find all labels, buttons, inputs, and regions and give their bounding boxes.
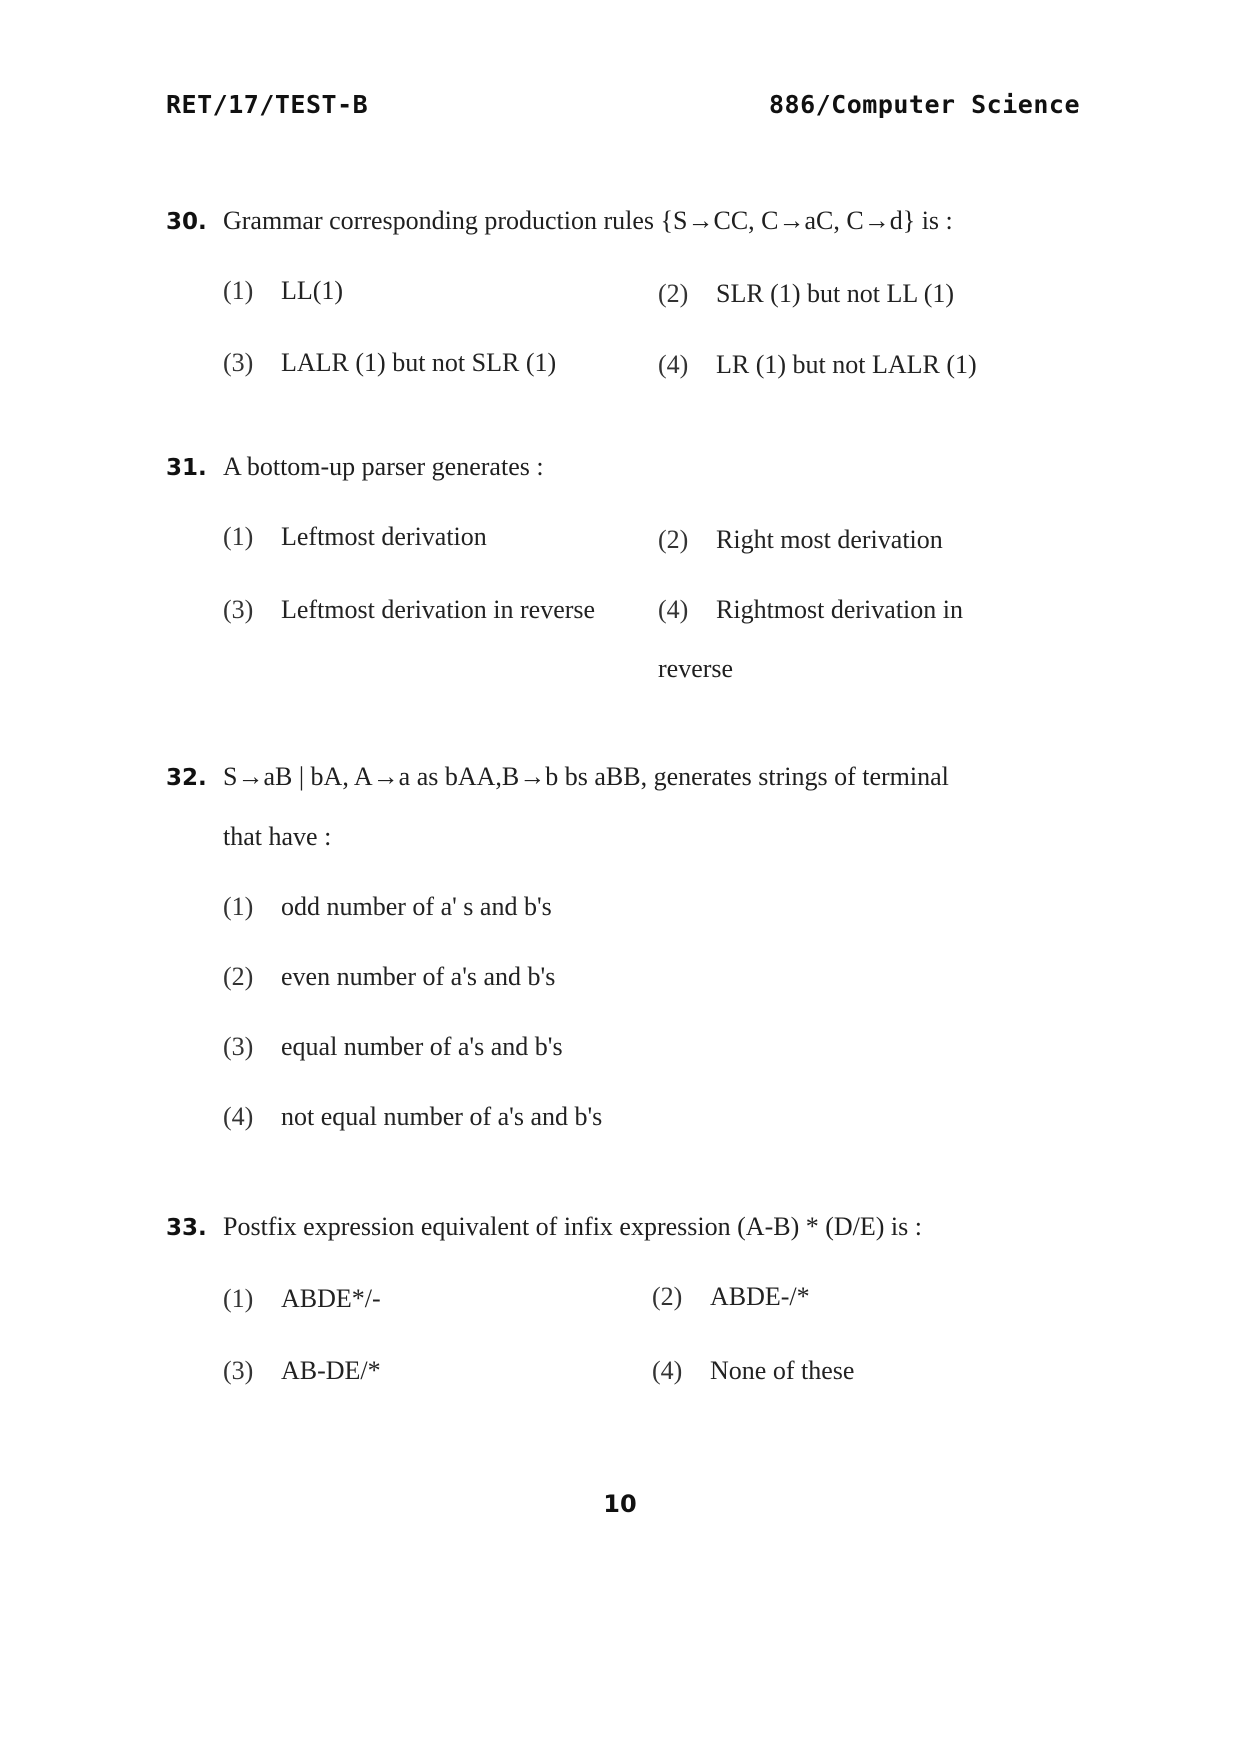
question-text: Postfix expression equivalent of infix expression (A-B) * (D/E) is : <box>223 1212 922 1241</box>
option-text: Leftmost derivation in reverse <box>281 595 596 624</box>
option-4 <box>658 595 963 625</box>
header-test-code: RET/17/TEST-B <box>166 90 369 119</box>
option-number: (4) <box>652 1356 683 1385</box>
option-text: equal number of a's and b's <box>281 1032 563 1061</box>
option-text: LR (1) but not LALR (1) <box>716 350 977 379</box>
option-number: (3) <box>223 1356 254 1385</box>
option-number: (1) <box>223 1284 254 1313</box>
header-subject: 886/Computer Science <box>768 90 1080 119</box>
option-1 <box>223 1284 381 1314</box>
option-4 <box>652 1356 854 1386</box>
option-text: even number of a's and b's <box>281 962 556 991</box>
option-text: ABDE*/- <box>281 1284 381 1313</box>
question-text: Grammar corresponding production rules {S→CC, C→aC, C→d} is : <box>223 206 953 235</box>
option-text: LL(1) <box>281 276 344 305</box>
option-number: (4) <box>658 350 689 379</box>
option-2 <box>652 1282 810 1312</box>
option-number: (4) <box>223 1102 254 1131</box>
question-number: 31. <box>166 455 207 481</box>
option-number: (1) <box>223 892 254 921</box>
option-text: AB-DE/* <box>281 1356 381 1385</box>
option-text: Rightmost derivation in <box>716 595 963 624</box>
page-number: 10 <box>603 1490 637 1518</box>
option-2 <box>658 279 954 309</box>
option-3 <box>223 348 556 378</box>
option-text: ABDE-/* <box>710 1282 810 1311</box>
option-4 <box>223 1102 602 1132</box>
question-number: 32. <box>166 765 207 791</box>
option-3 <box>223 1032 563 1062</box>
option-text: LALR (1) but not SLR (1) <box>281 348 557 377</box>
option-3 <box>223 1356 381 1386</box>
option-number: (2) <box>223 962 254 991</box>
question-number: 30. <box>166 209 207 235</box>
option-number: (3) <box>223 595 254 624</box>
option-number: (1) <box>223 276 254 305</box>
option-4-continuation: reverse <box>658 654 734 683</box>
option-number: (2) <box>658 279 689 308</box>
option-4 <box>658 350 977 380</box>
option-text: odd number of a' s and b's <box>281 892 552 921</box>
option-number: (3) <box>223 1032 254 1061</box>
option-number: (4) <box>658 595 689 624</box>
option-text: SLR (1) but not LL (1) <box>716 279 955 308</box>
option-text: None of these <box>710 1356 855 1385</box>
option-text: not equal number of a's and b's <box>281 1102 603 1131</box>
option-2 <box>223 962 555 992</box>
option-text: Right most derivation <box>716 525 943 554</box>
option-number: (2) <box>658 525 689 554</box>
option-number: (1) <box>223 522 254 551</box>
option-1 <box>223 276 343 306</box>
option-1 <box>223 892 552 922</box>
option-text: Leftmost derivation <box>281 522 487 551</box>
question-text-continuation: that have : <box>223 822 332 851</box>
option-number: (2) <box>652 1282 683 1311</box>
option-1 <box>223 522 487 552</box>
option-2 <box>658 525 943 555</box>
question-text: S→aB | bA, A→a as bAA,B→b bs aBB, generates strings of terminal <box>223 762 949 791</box>
option-number: (3) <box>223 348 254 377</box>
question-number: 33. <box>166 1215 207 1241</box>
question-text: A bottom-up parser generates : <box>223 452 544 481</box>
option-3 <box>223 595 595 625</box>
